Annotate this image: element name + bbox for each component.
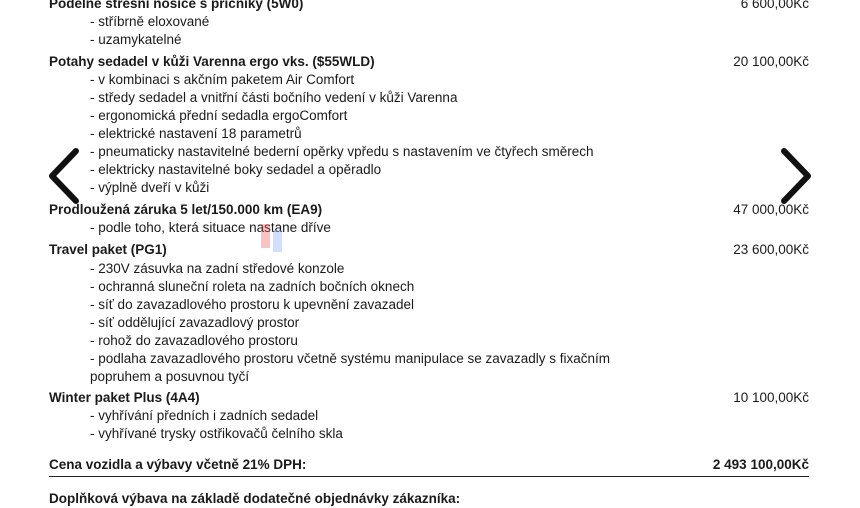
previous-page-button[interactable]	[42, 146, 86, 206]
total-label: Cena vozidla a výbavy včetně 21% DPH:	[49, 457, 307, 472]
option-price: 20 100,00Kč	[733, 54, 809, 69]
option-item: - výplně dveří v kůži	[90, 180, 210, 195]
option-item: - ergonomická přední sedadla ergoComfort	[90, 108, 348, 123]
option-price: 23 600,00Kč	[733, 242, 809, 257]
option-item: - elektricky nastavitelné boky sedadel a opěradlo	[90, 162, 382, 177]
option-title: Podélné střešní nosiče s příčníky (5W0)	[49, 0, 304, 11]
option-item: - v kombinaci s akčním paketem Air Comfort	[90, 72, 355, 87]
option-item: - rohož do zavazadlového prostoru	[90, 333, 298, 348]
option-item: - elektrické nastavení 18 parametrů	[90, 126, 302, 141]
chevron-right-icon	[776, 147, 816, 205]
next-page-button[interactable]	[774, 146, 818, 206]
chevron-left-icon	[44, 147, 84, 205]
option-item: - vyhřívané trysky ostřikovačů čelního skla	[90, 426, 343, 441]
option-title: Potahy sedadel v kůži Varenna ergo vks. ($55WLD)	[49, 54, 375, 69]
option-item: popruhem a posuvnou tyčí	[90, 369, 250, 384]
option-item: - uzamykatelné	[90, 32, 182, 47]
option-item: - síť do zavazadlového prostoru k upevnění zavazadel	[90, 297, 415, 312]
option-item: - pneumaticky nastavitelné bederní opěrky vpředu s nastavením ve čtyřech směrech	[90, 144, 594, 159]
option-title: Travel paket (PG1)	[49, 242, 167, 257]
option-item: - středy sedadel a vnitřní části bočního vedení v kůži Varenna	[90, 90, 458, 105]
option-item: - podlaha zavazadlového prostoru včetně systému manipulace se zavazadly s fixačním	[90, 351, 611, 366]
footer-heading: Doplňková výbava na základě dodatečné objednávky zákazníka:	[49, 491, 461, 506]
option-price: 6 600,00Kč	[740, 0, 809, 11]
option-price: 10 100,00Kč	[733, 390, 809, 405]
option-title: Winter paket Plus (4A4)	[49, 390, 200, 405]
total-divider	[49, 476, 809, 477]
option-item: - podle toho, která situace nastane dříve	[90, 220, 331, 235]
watermark-logo	[255, 220, 315, 256]
option-price: 47 000,00Kč	[733, 202, 809, 217]
total-price: 2 493 100,00Kč	[712, 457, 809, 472]
option-item: - stříbrně eloxované	[90, 14, 210, 29]
option-item: - ochranná sluneční roleta na zadních bočních oknech	[90, 279, 415, 294]
option-title: Prodloužená záruka 5 let/150.000 km (EA9)	[49, 202, 323, 217]
option-item: - 230V zásuvka na zadní středové konzole	[90, 261, 345, 276]
option-item: - vyhřívání předních i zadních sedadel	[90, 408, 319, 423]
option-item: - síť oddělující zavazadlový prostor	[90, 315, 300, 330]
